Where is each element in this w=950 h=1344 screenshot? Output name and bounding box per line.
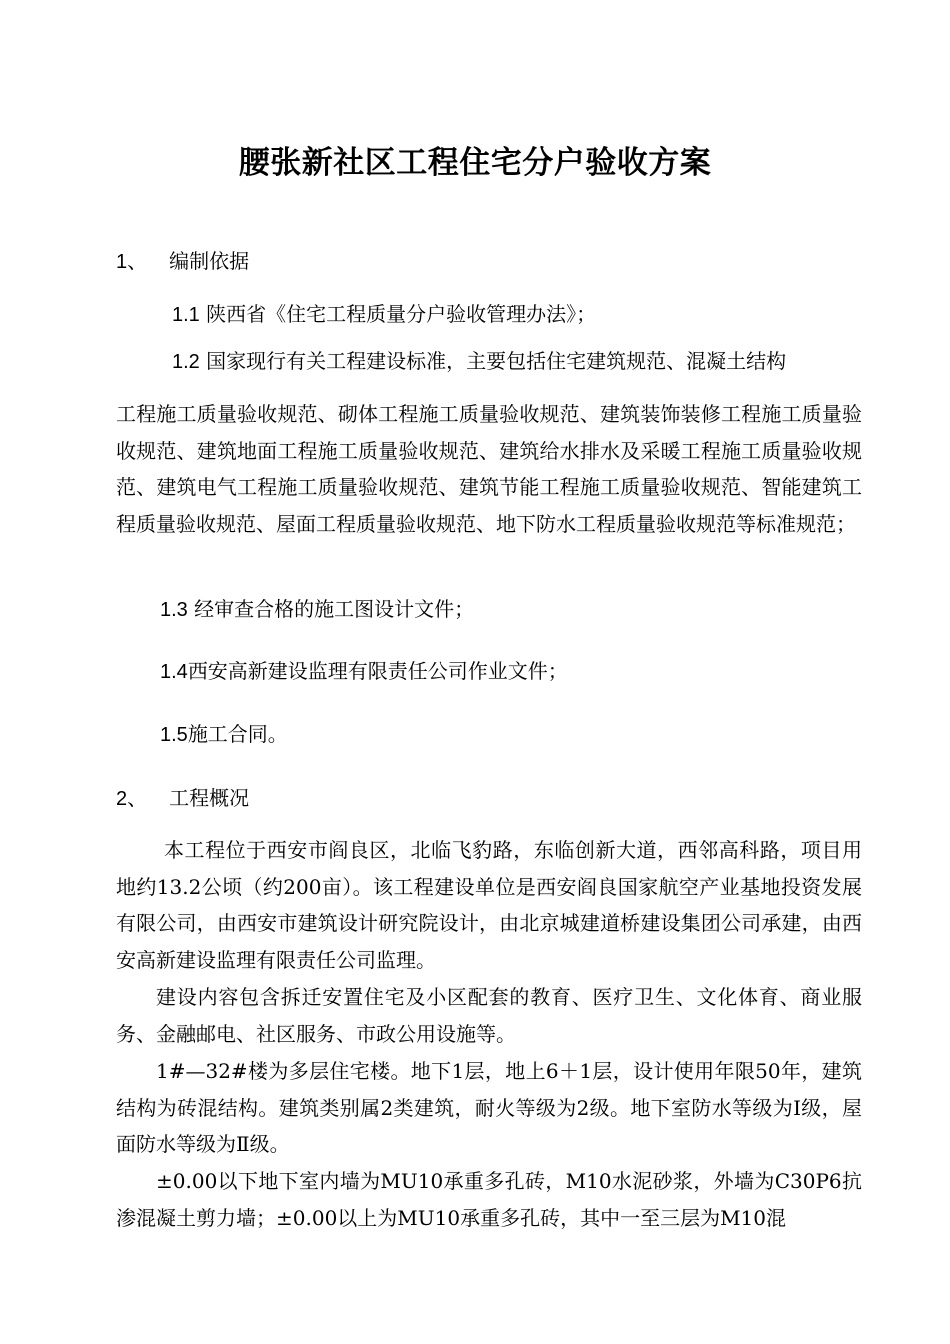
section-1-heading: [116, 246, 249, 277]
item-1-3-number: 1.3: [160, 599, 188, 621]
item-1-3-text: 经审查合格的施工图设计文件；: [194, 597, 475, 621]
overview-paragraph-walls: ±0.00以下地下室内墙为MU10承重多孔砖，M10水泥砂浆，外墙为C30P6抗渗混凝土剪力墙；±0.00以上为MU10承重多孔砖，其中一至三层为M10混: [116, 1169, 862, 1230]
item-1-4-text: 西安高新建设监理有限责任公司作业文件；: [187, 659, 568, 683]
section-2-number: 2、: [116, 788, 148, 810]
section-1-title: 编制依据: [169, 249, 250, 273]
item-1-5: [160, 719, 288, 750]
overview-paragraph-location: 本工程位于西安市阎良区，北临飞豹路，东临创新大道，西邻高科路，项目用地约13.2公顷（约200亩）。该工程建设单位是西安阎良国家航空产业基地投资发展有限公司，由西安市建筑设计研究院设计，由北京城建道桥建设集团公司承建，由西安高新建设监理有限责任公司监理。: [116, 838, 862, 972]
item-1-2-continuation: 工程施工质量验收规范、砌体工程施工质量验收规范、建筑装饰装修工程施工质量验收规范、建筑地面工程施工质量验收规范、建筑给水排水及采暖工程施工质量验收规范、建筑电气工程施工质量验收规范、建筑节能工程施工质量验收规范、智能建筑工程质量验收规范、屋面工程质量验收规范、地下防水工程质量验收规范等标准规范；: [116, 402, 862, 537]
item-1-1: [172, 299, 596, 330]
overview-paragraph-scope: 建设内容包含拆迁安置住宅及小区配套的教育、医疗卫生、文化体育、商业服务、金融邮电、社区服务、市政公用设施等。: [116, 985, 862, 1046]
overview-paragraph-buildings: 1#—32#楼为多层住宅楼。地下1层，地上6＋1层，设计使用年限50年，建筑结构为砖混结构。建筑类别属2类建筑，耐火等级为2级。地下室防水等级为Ⅰ级，屋面防水等级为Ⅱ级。: [116, 1059, 862, 1156]
section-2-heading: [116, 783, 249, 814]
item-1-4-number: 1.4: [160, 661, 188, 683]
section-2-title: 工程概况: [169, 786, 250, 810]
item-1-2: [172, 346, 786, 377]
item-1-1-text: 陕西省《住宅工程质量分户验收管理办法》；: [206, 302, 597, 326]
item-1-3: [160, 594, 474, 625]
document-title: 腰张新社区工程住宅分户验收方案: [238, 145, 712, 181]
item-1-2-first-line: 国家现行有关工程建设标准，主要包括住宅建筑规范、混凝土结构: [206, 349, 787, 373]
section-1-number: 1、: [116, 251, 148, 273]
item-1-4: [160, 656, 568, 687]
item-1-1-number: 1.1: [172, 304, 200, 326]
item-1-5-text: 施工合同。: [187, 722, 288, 746]
item-1-2-number: 1.2: [172, 351, 200, 373]
item-1-5-number: 1.5: [160, 724, 188, 746]
